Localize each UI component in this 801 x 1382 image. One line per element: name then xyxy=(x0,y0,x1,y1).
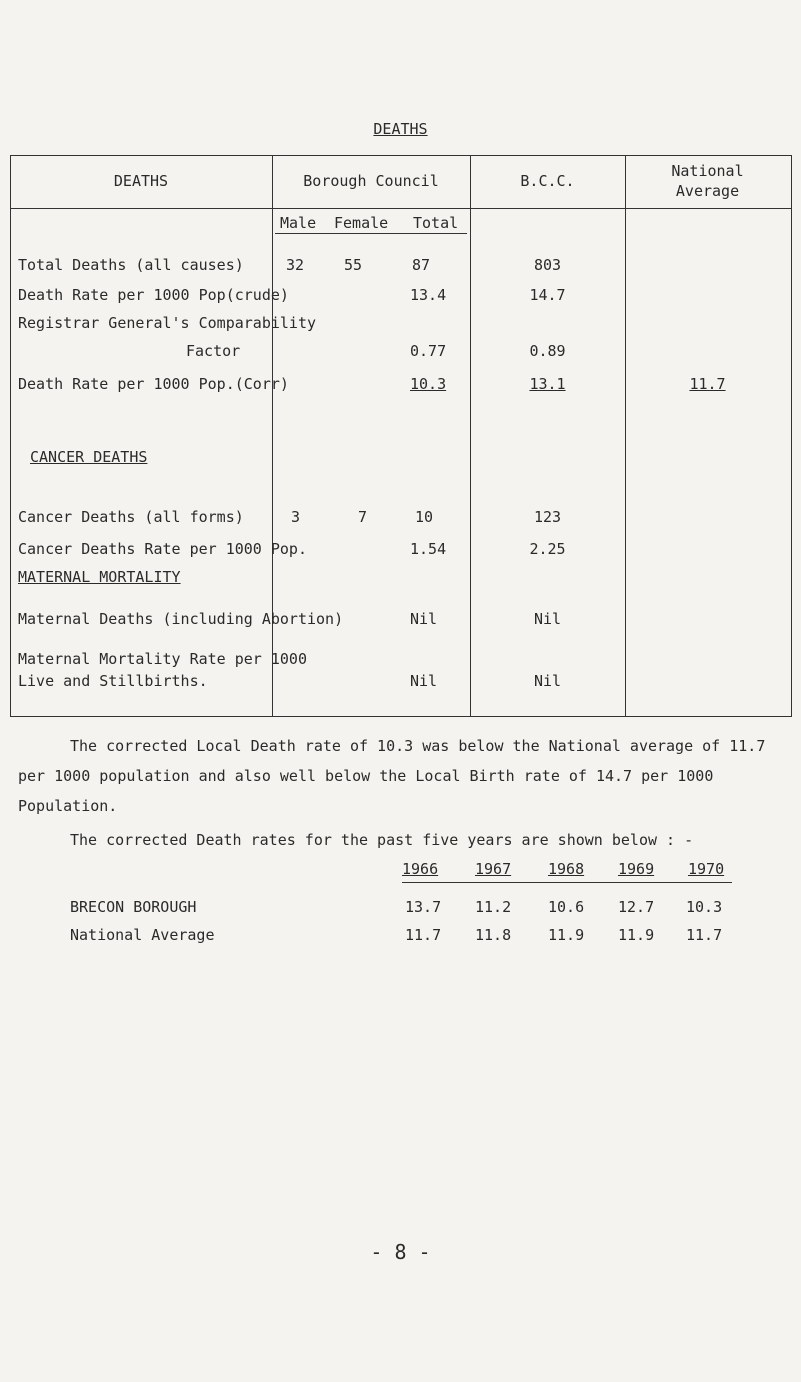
col-divider-2 xyxy=(470,155,471,717)
cell-bcc: 14.7 xyxy=(529,286,566,304)
cell-total: 1.54 xyxy=(410,540,447,558)
history-value: 11.7 xyxy=(686,926,723,944)
header-male: Male xyxy=(280,214,317,232)
cell-female: 7 xyxy=(358,508,368,526)
page-title: DEATHS xyxy=(373,120,428,138)
history-value: 10.3 xyxy=(686,898,723,916)
row-label-cont: Factor xyxy=(186,342,241,360)
row-label-cont: Live and Stillbirths. xyxy=(18,672,208,690)
header-national-average: National xyxy=(671,162,744,180)
cell-total: 0.77 xyxy=(410,342,447,360)
header-deaths: DEATHS xyxy=(113,172,169,190)
year-1970: 1970 xyxy=(688,860,725,878)
row-label: Registrar General's Comparability xyxy=(18,314,317,332)
cell-total: 87 xyxy=(412,256,431,274)
cell-bcc: 13.1 xyxy=(529,375,566,393)
cell-bcc: 123 xyxy=(533,508,562,526)
cell-female: 55 xyxy=(344,256,363,274)
cell-total: Nil xyxy=(410,610,438,628)
year-1966: 1966 xyxy=(402,860,439,878)
cell-bcc: Nil xyxy=(533,672,562,690)
cell-bcc: Nil xyxy=(533,610,562,628)
header-divider xyxy=(10,208,792,209)
paragraph-past-five-years: The corrected Death rates for the past five years are shown below : - xyxy=(70,831,694,849)
header-borough-council: Borough Council xyxy=(303,172,439,190)
section-heading-maternal: MATERNAL MORTALITY xyxy=(18,568,181,586)
year-1968: 1968 xyxy=(548,860,585,878)
header-female: Female xyxy=(334,214,389,232)
paragraph-corrected-rate: The corrected Local Death rate of 10.3 was below the National average of 11.7 per 1000 population and also well below the Local Birth rate of 14.7 per 1000 Population. xyxy=(18,737,766,815)
col-divider-3 xyxy=(625,155,626,717)
cell-bcc: 2.25 xyxy=(529,540,566,558)
cell-bcc: 0.89 xyxy=(529,342,566,360)
cell-total: 13.4 xyxy=(410,286,447,304)
row-label: Cancer Deaths Rate per 1000 Pop. xyxy=(18,540,307,558)
history-value: 11.9 xyxy=(618,926,655,944)
cell-male: 3 xyxy=(291,508,301,526)
history-value: 11.2 xyxy=(475,898,512,916)
history-value: 11.7 xyxy=(405,926,442,944)
cell-bcc: 803 xyxy=(533,256,562,274)
section-heading-cancer: CANCER DEATHS xyxy=(30,448,148,466)
cell-total: 10.3 xyxy=(410,375,447,393)
cell-total: Nil xyxy=(410,672,438,690)
history-value: 10.6 xyxy=(548,898,585,916)
cell-total: 10 xyxy=(415,508,434,526)
row-label: Death Rate per 1000 Pop.(Corr) xyxy=(18,375,289,393)
history-value: 12.7 xyxy=(618,898,655,916)
history-row-label: National Average xyxy=(70,926,215,944)
cell-male: 32 xyxy=(286,256,305,274)
row-label: Maternal Deaths (including Abortion) xyxy=(18,610,344,628)
header-bcc: B.C.C. xyxy=(520,172,575,190)
row-label: Death Rate per 1000 Pop(crude) xyxy=(18,286,289,304)
year-1969: 1969 xyxy=(618,860,655,878)
cell-national: 11.7 xyxy=(689,375,726,393)
years-underline xyxy=(402,882,732,883)
history-value: 11.8 xyxy=(475,926,512,944)
history-value: 11.9 xyxy=(548,926,585,944)
row-label: Maternal Mortality Rate per 1000 xyxy=(18,650,307,668)
row-label: Cancer Deaths (all forms) xyxy=(18,508,244,526)
history-value: 13.7 xyxy=(405,898,442,916)
deaths-table xyxy=(10,155,792,717)
subheader-underline xyxy=(275,233,467,234)
history-row-label: BRECON BOROUGH xyxy=(70,898,197,916)
col-divider-1 xyxy=(272,155,273,717)
page-number: - 8 - xyxy=(370,1240,431,1264)
header-national-average-2: Average xyxy=(675,182,740,200)
header-total: Total xyxy=(413,214,459,232)
year-1967: 1967 xyxy=(475,860,512,878)
row-label: Total Deaths (all causes) xyxy=(18,256,244,274)
